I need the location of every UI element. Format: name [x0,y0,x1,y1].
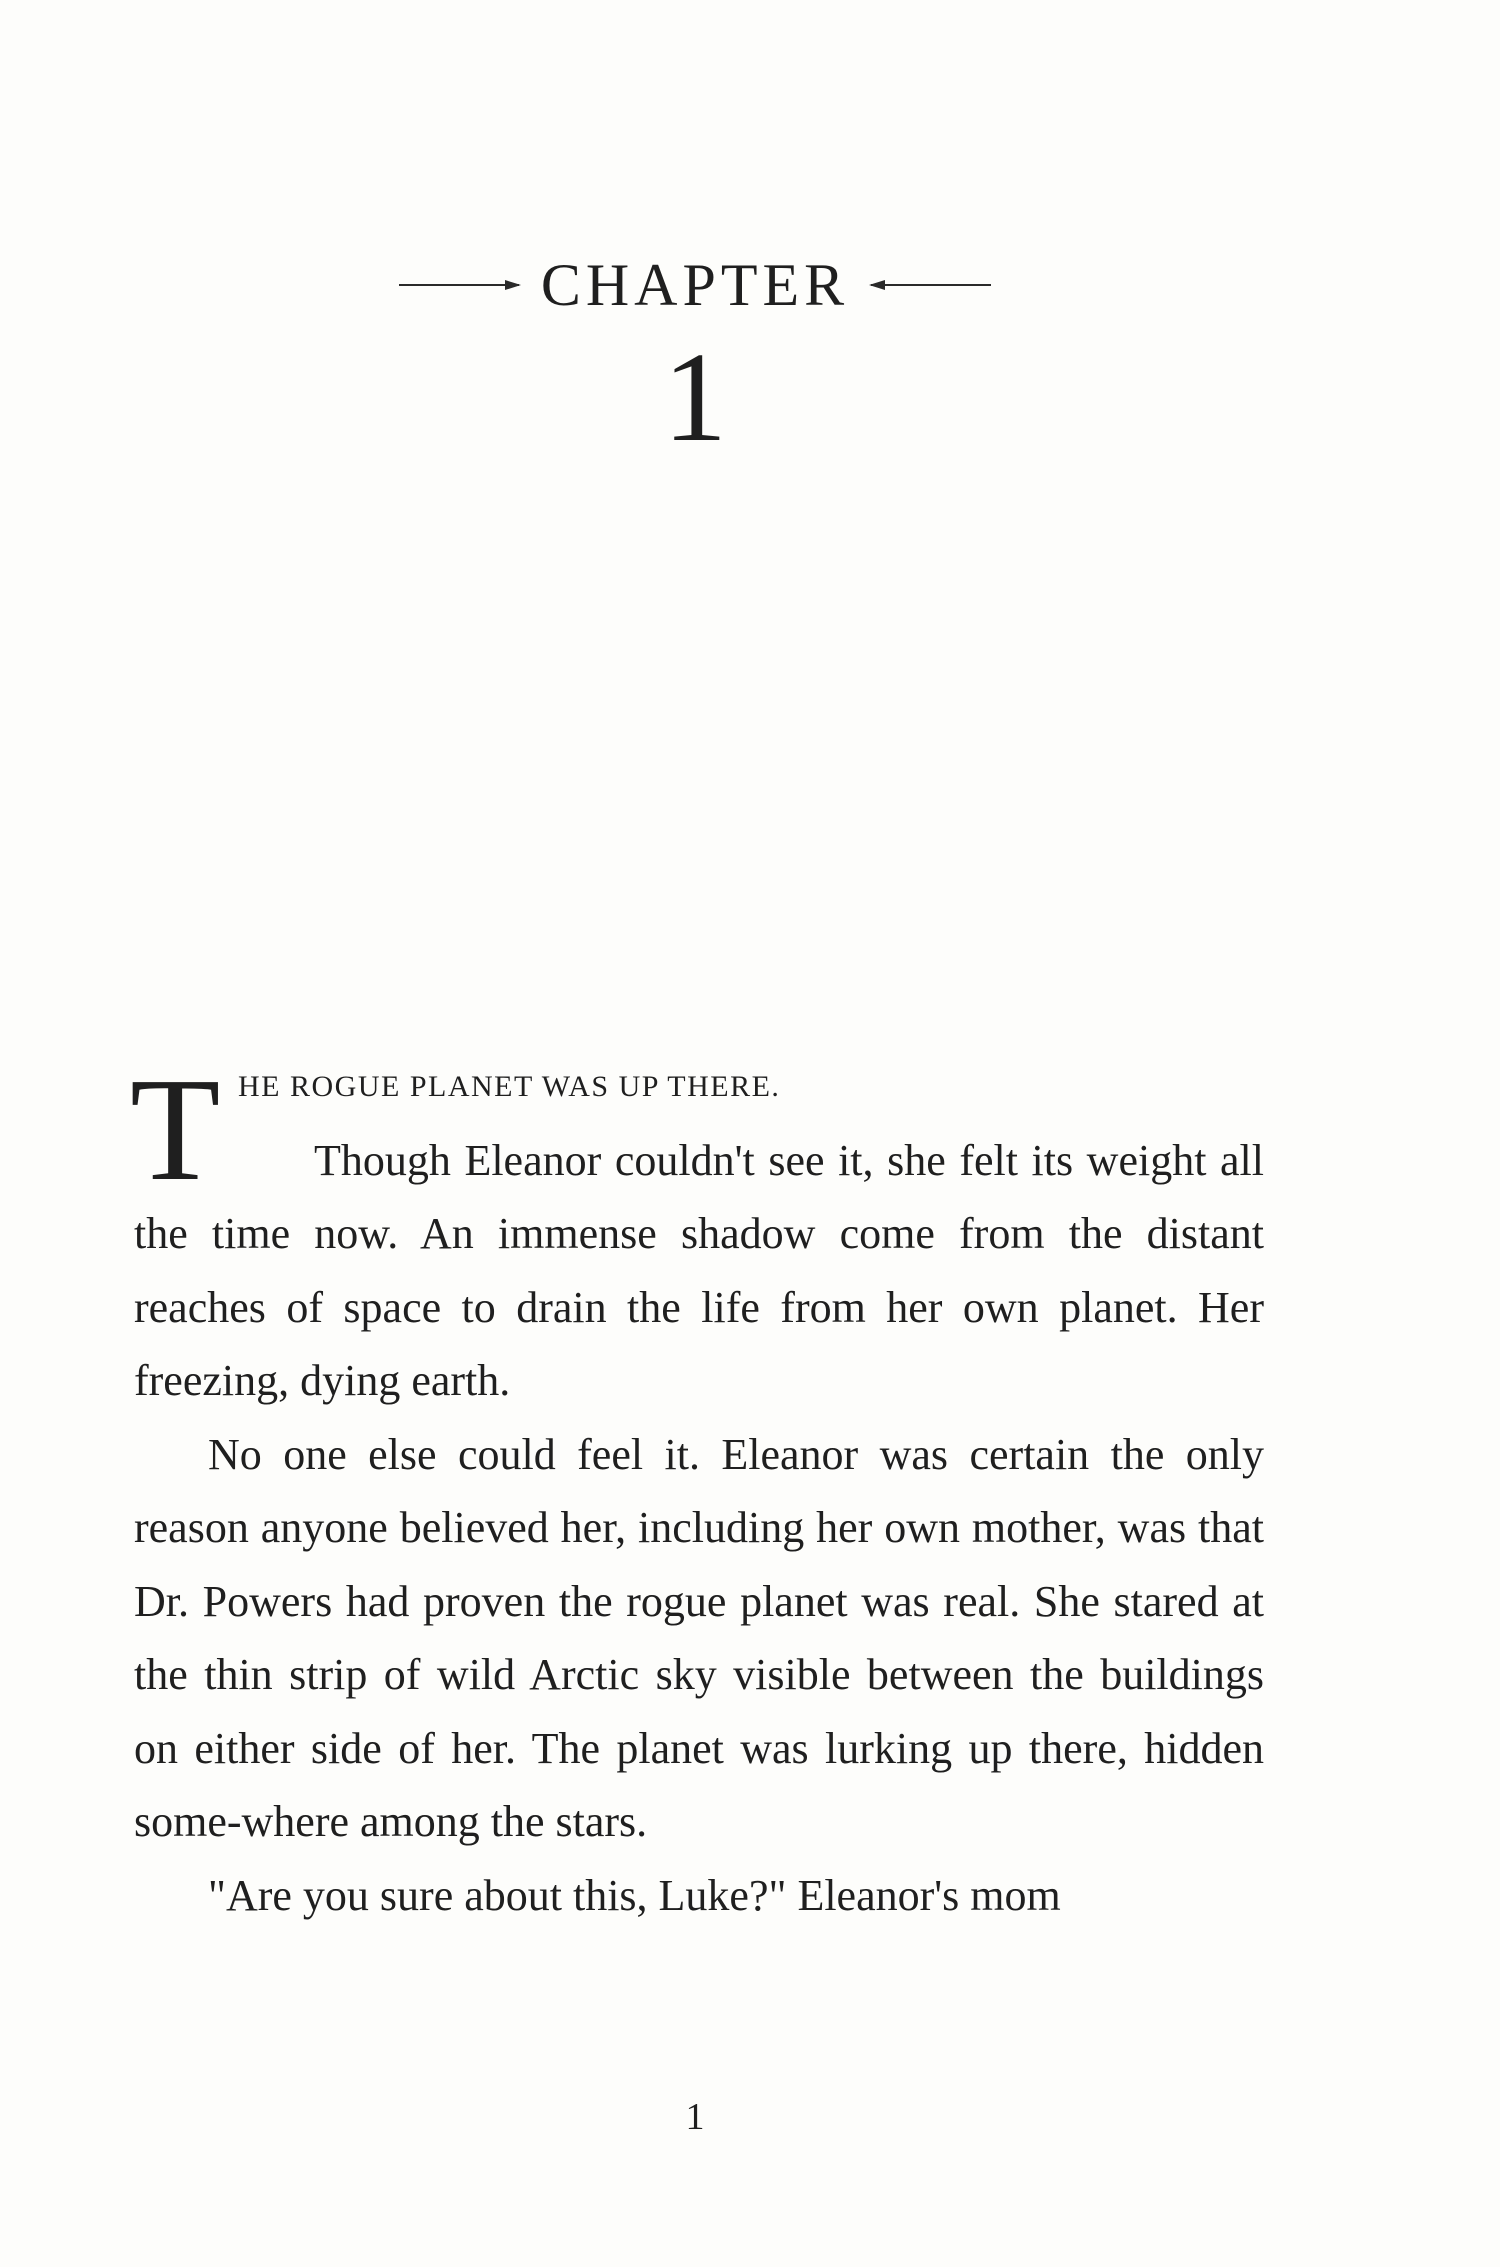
left-ornament-icon [399,278,519,292]
opening-small-caps: HE ROGUE PLANET WAS UP THERE. [238,1070,781,1103]
chapter-label: CHAPTER [540,252,850,318]
chapter-label-row [0,252,1390,318]
opening-line [130,1048,1264,1212]
paragraph: "Are you sure about this, Luke?" Eleanor's mom [208,1870,1061,1920]
page-number: 1 [685,2096,705,2138]
chapter-number: 1 [663,326,727,468]
paragraph: No one else could feel it. Eleanor was certain the only reason anyone believed her, including her own mother, was that Dr. Powers had proven the rogue planet was real. She stared at the thin strip of wild Arctic sky visible between the buildings on either side of her. The planet was lurking up there, hidden some-where among the stars. [134,1429,1264,1846]
right-ornament-icon [871,278,991,292]
drop-cap: T [130,1048,221,1212]
chapter-heading [0,252,1390,468]
paragraph: Though Eleanor couldn't see it, she felt its weight all the time now. An immense shadow come from the distant reaches of space to drain the life from her own planet. Her freezing, dying earth. [134,1135,1264,1405]
body-text [130,1048,1264,1932]
